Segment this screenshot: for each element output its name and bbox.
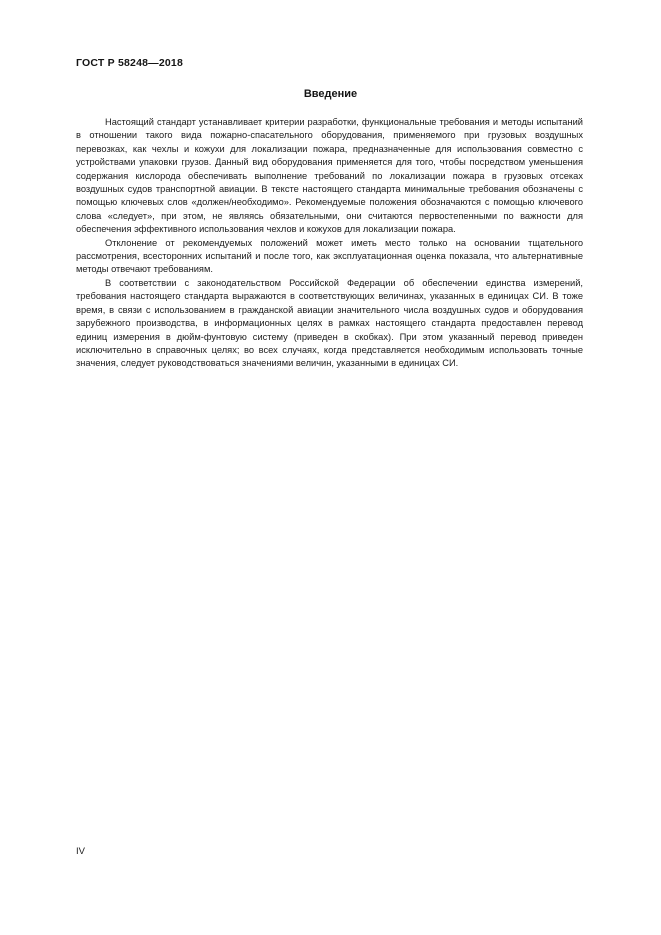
body-text bbox=[76, 116, 583, 371]
page-number: IV bbox=[76, 846, 85, 857]
running-head: ГОСТ Р 58248—2018 bbox=[76, 57, 184, 69]
paragraph: Настоящий стандарт устанавливает критерии разработки, функциональные требования и методы испытаний в отношении такого вида пожарно-спасательного оборудования, применяемого при грузовых воздушных перевозках, как чехлы и кожухи для локализации пожара, предназначенные для использования совместно с устройствами упаковки грузов. Данный вид оборудования применяется для того, чтобы посредством уменьшения содержания кислорода обеспечивать выполнение требований по локализации пожара в грузовых отсеках воздушных судов транспортной авиации. В тексте настоящего стандарта минимальные требования обозначены с помощью ключевых слов «должен/необходимо». Рекомендуемые положения обозначаются с помощью ключевого слова «следует», при этом, не являясь обязательными, они считаются первостепенными по важности для обеспечения эффективного использования чехлов и кожухов для локализации пожара. bbox=[76, 117, 583, 235]
page-title: Введение bbox=[303, 88, 358, 100]
paragraph: Отклонение от рекомендуемых положений может иметь место только на основании тщательного рассмотрения, всесторонних испытаний и после того, как эксплуатационная оценка показала, что альтернативные методы отвечают требованиям. bbox=[76, 237, 583, 275]
paragraph: В соответствии с законодательством Российской Федерации об обеспечении единства измерений, требования настоящего стандарта выражаются в соответствующих величинах, указанных в единицах СИ. В тоже время, в связи с использованием в гражданской авиации значительного числа воздушных судов и оборудования зарубежного производства, в информационных целях в рамках настоящего стандарта предоставлен перевод единиц измерения в дюйм-фунтовую систему (приведен в скобках). При этом указанный перевод приведен исключительно в справочных целях; во всех случаях, когда представляется необходимым использовать точные значения, следует руководствоваться значениями величин, указанными в единицах СИ. bbox=[76, 277, 583, 369]
